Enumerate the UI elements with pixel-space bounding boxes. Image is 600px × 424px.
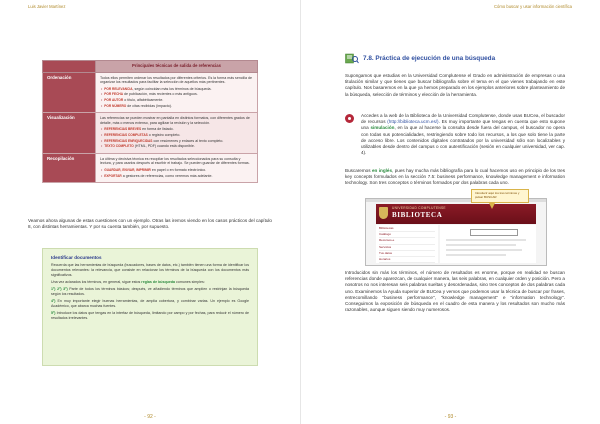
library-website-screenshot	[365, 198, 547, 266]
list-item: • REFERENCIAS COMPLETAS o registro completo.	[106, 133, 253, 138]
row-items	[100, 87, 253, 108]
table-header-blank	[43, 61, 96, 73]
row-items	[100, 127, 253, 148]
box-step: 5º) Introduce los datos que tengas en la interfaz de búsqueda, limitando por campo y por fechas, para reducir el número de resultados irrelevantes.	[51, 311, 249, 320]
row-text: Las referencias se pueden mostrar en pantalla en distintos formatos, con diferentes grados de detalle, más o menos extenso, para agilizar la revisión y la selección.	[100, 116, 250, 125]
body-paragraph: Supongamos que estudias en la Universidad Complutense el Grado en administración de empresas o una titulación similar y que tienes que buscar bibliografía sobre el tema en el que vienes trabajando en este capítulo. Nos basaremos en la que ya hemos preparado en los ejemplos anteriores sobre planteamiento de la búsqueda, selección de términos y elección de la herramienta.	[345, 73, 565, 97]
table-row	[43, 72, 258, 113]
row-description	[96, 153, 258, 182]
box-paragraph: Recuerda que las herramientas de búsqueda (buscadores, bases de datos, etc.) también tienen una forma de identificar los documentos relevantes: la relevancia, que consiste en relacionar los términos de la búsqueda con los documentos más significativos.	[51, 263, 249, 277]
list-item: • TEXTO COMPLETO (HTML, PDF) cuando está disponible.	[106, 144, 253, 149]
body-paragraph: Accedes a la web de la Biblioteca de la Universidad Complutense, donde usas BUCea, el buscador de recursos (http://biblioteca.ucm.es/). Es muy importante que tengas en cuenta que esto supone una simulación, en la que al hacerse la consulta desde fuera del campus, el buscador no opera con todas sus potencialidades, restringiendo sobre todo los recursos, a los que solo tiene la parte de acceso libre. Los contenidos digitales contratados por la universidad sólo son localizables y utilizables desde dentro del campus o con autentificación (sesión en cualquier universidad, ver cap. 4).	[361, 113, 565, 156]
box-step: 1º) 2º) 3º) Parte de todos los términos básicos; después, ve añadiendo términos que amplíen o restrinjan la búsqueda según los resultados.	[51, 287, 249, 296]
text-line	[446, 254, 506, 256]
site-search-panel	[440, 225, 536, 263]
university-logo-icon	[345, 114, 354, 123]
list-item: • GUARDAR, ENVIAR, IMPRIMIR en papel o en formato electrónico.	[106, 168, 253, 173]
site-menu-item[interactable]: Recursos-e	[379, 238, 435, 244]
row-description	[96, 72, 258, 113]
row-items	[100, 168, 253, 178]
site-menu-item[interactable]: Horarios	[379, 257, 435, 263]
site-menu-item[interactable]: Tus datos	[379, 251, 435, 257]
running-head: Cómo buscar y usar información científica	[494, 4, 572, 9]
table-row	[43, 153, 258, 182]
section-title: 7.8. Práctica de ejecución de una búsqueda	[363, 55, 496, 62]
book-search-icon	[345, 53, 359, 64]
body-paragraph: Buscaremos en inglés, pues hay mucha más bibliografía para lo cual hacemos uso en principio de los tres key concepts formulados en la sección 7.5: business performance, knowledge management e information technology. Son tres conceptos o términos formados por dos palabras cada uno.	[345, 168, 565, 186]
table-row	[43, 113, 258, 154]
row-category: Recopilación	[43, 153, 96, 182]
output-techniques-table	[42, 60, 258, 183]
list-item: • REFERENCIAS BREVES en forma de listado.	[106, 127, 253, 132]
list-item: • POR AUTOR o título, alfabéticamente.	[106, 98, 253, 103]
row-text: Todos ellos permiten ordenar los resultados por diferentes criterios. Es la forma más sencilla de organizar los resultados para facilitar la selección de aquellos más pertinentes.	[100, 75, 253, 85]
right-page	[300, 0, 600, 424]
body-paragraph: Introducidos sin más los términos, el número de resultados es enorme, porque en realidad se buscan referencias donde aparezcan, de cualquier manera, las seis palabras, en cualquier orden y posición. Pero a nosotros no nos interesan seis palabras sueltas y desordenadas, sino tres conceptos de dos palabras cada uno. Examinemos la Ayuda superior de BUCea y vemos que podemos usar la técnica de buscar por frases, entrecomillando "business performance", "knowledge management" e "information technology". Conseguimos la exposición de búsqueda en el cuadro de esta manera y los resultados son mucho más razonables, aunque siguen siendo muy numerosos.	[345, 270, 565, 313]
library-banner	[376, 204, 536, 224]
site-menu	[376, 225, 438, 263]
site-university-name: UNIVERSIDAD COMPLUTENSE	[392, 206, 446, 210]
site-menu-item[interactable]: Servicios	[379, 245, 435, 251]
site-search-input[interactable]	[470, 229, 518, 236]
university-crest-icon	[379, 207, 388, 219]
site-menu-item[interactable]: Bibliotecas	[379, 226, 435, 232]
box-paragraph: Una vez aclarados los términos, en general, sigue estos reglas de búsqueda comunes simples:	[51, 280, 205, 284]
text-line	[446, 244, 516, 246]
box-title: Identificar documentos	[51, 255, 102, 260]
text-line	[446, 249, 522, 251]
page-number: - 93 -	[444, 414, 457, 420]
callout-arrow-icon	[489, 203, 495, 209]
list-item: • EXPORTAR a gestores de referencias, como veremos más adelante.	[106, 174, 253, 179]
library-link[interactable]: (http://biblioteca.ucm.es/)	[387, 119, 439, 125]
row-category: Ordenación	[43, 72, 96, 113]
box-step: 4º) En muy importante elegir buenas herramientas, de amplia cobertura, y combinar varias. Un ejemplo es Google Académico, que abarca muchas fuentes.	[51, 299, 249, 308]
table-header: Principales técnicas de salida de referencias	[96, 61, 258, 73]
row-text: La última y decisiva técnica es recopilar los resultados seleccionados para su consulta y lectura, y para usarlos después al escribir el trabajo. Se pueden guardar de diferentes formas.	[100, 156, 250, 166]
site-library-title: BIBLIOTECA	[392, 211, 443, 219]
text-line	[446, 239, 526, 241]
running-head: Luis Javier Martínez	[28, 4, 66, 9]
site-menu-item[interactable]: Catálogo	[379, 232, 435, 238]
list-item: • REFERENCIAS ENRIQUECIDAS con resúmenes y enlaces al texto completo.	[106, 139, 253, 144]
identify-documents-box	[42, 248, 258, 366]
list-item: • POR NÚMERO de citas recibidas (impacto).	[106, 104, 253, 109]
search-callout: Introducir aquí los tres términos y pulsar BUSCAR	[471, 189, 529, 203]
row-category: Visualización	[43, 113, 96, 154]
list-item: • POR RELEVANCIA, según coincidan más los términos de búsqueda.	[106, 87, 253, 92]
page-number: - 92 -	[144, 414, 156, 420]
list-item: • POR FECHA de publicación, más recientes o más antiguos.	[106, 92, 253, 97]
body-paragraph: Veamos ahora algunas de estas cuestiones con un ejemplo. Otras las iremos viendo en los casos prácticos del capítulo 8, con distintas herramientas. Y por su cuenta también, por supuesto.	[28, 218, 272, 230]
row-description	[96, 113, 258, 154]
